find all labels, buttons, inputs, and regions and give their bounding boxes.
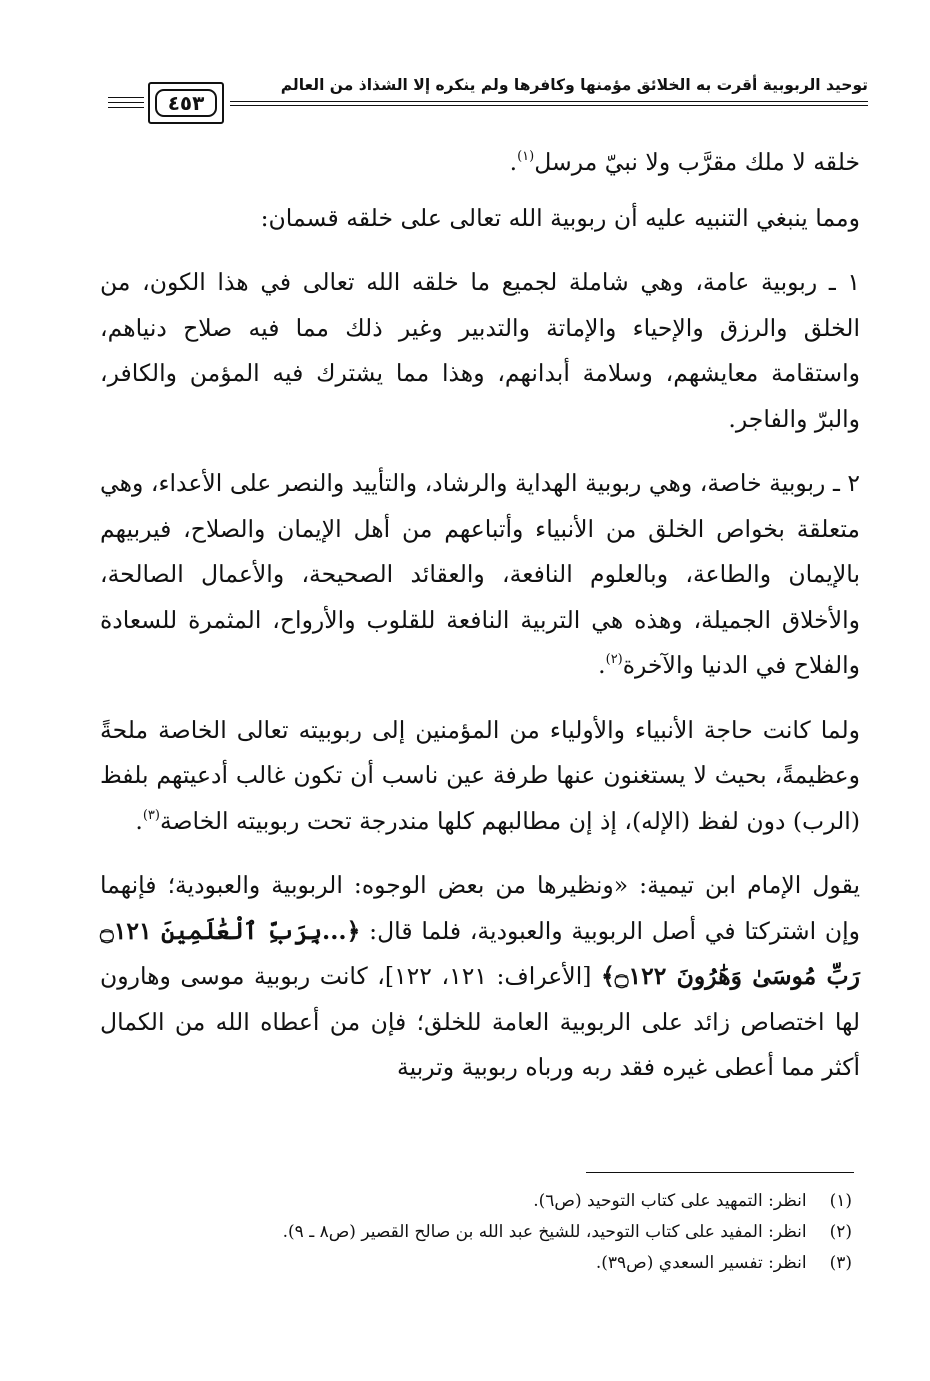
footnotes (100, 1186, 852, 1279)
header-rule (230, 105, 868, 106)
footnote-number: (٣) (829, 1253, 852, 1273)
footnote-text: انظر: المفيد على كتاب التوحيد، للشيخ عبد الله بن صالح القصير (ص٨ ـ ٩). (282, 1222, 807, 1242)
header-rule (108, 102, 144, 103)
paragraph-end: . (598, 651, 606, 679)
paragraph-text: ولما كانت حاجة الأنبياء والأولياء من المؤمنين إلى ربوبيته تعالى الخاصة ملحةً وعظيمةً، بحيث لا يستغنون عنها طرفة عين ناسب أن تكون غالب أدعيتهم بلفظ (الرب) دون لفظ (الإله)، إذ إن مطالبهم كلها مندرجة تحت ربوبيته الخاصة (100, 715, 860, 835)
quran-verse: ﴿...بِرَبِّ ٱلْعَٰلَمِينَ ۝١٢١ رَبِّ مُوسَىٰ وَهَٰرُونَ ۝١٢٢﴾ (100, 916, 860, 990)
paragraph (100, 708, 860, 845)
paragraph (100, 461, 860, 689)
header-rule (108, 107, 144, 108)
page-number-frame (148, 82, 224, 124)
paragraph-text: ٢ ـ ربوبية خاصة، وهي ربوبية الهداية والرشاد، والتأييد والنصر على الأعداء، وهي متعلقة بخواص الخلق من الأنبياء وأتباعهم من أهل الإيمان والصلاح، فيربيهم بالإيمان والطاعة، وبالعلوم النافعة، والعقائد الصحيحة، والأعمال الصالحة، والأخلاق الجميلة، وهذه هي التربية النافعة للقلوب والأرواح، المثمرة للسعادة والفلاح في الدنيا والآخرة (100, 469, 860, 679)
footnote-ref: (٢) (605, 652, 623, 667)
footnote (100, 1186, 852, 1217)
header-rule (108, 97, 144, 98)
paragraph-text: خلقه لا ملك مقرَّب ولا نبيّ مرسل (534, 148, 860, 176)
paragraph-text: [الأعراف: ١٢١، ١٢٢]، كانت ربوبية موسى وهارون لها اختصاص زائد على الربوبية العامة للخلق؛ فإن من أعطاه الله من الكمال أكثر مما أعطى غيره فقد ربه ورباه ربوبية وتربية (100, 962, 860, 1081)
paragraph-end: . (135, 806, 143, 835)
main-text (100, 140, 860, 1110)
page-number: ٤٥٣ (155, 89, 217, 117)
paragraph (100, 863, 860, 1091)
footnote-text: انظر: تفسير السعدي (ص٣٩). (595, 1253, 807, 1273)
footnote-ref: (٣) (142, 807, 160, 823)
paragraph-end: . (509, 148, 518, 176)
footnote-number: (٢) (829, 1222, 852, 1242)
paragraph (100, 196, 860, 242)
paragraph (100, 140, 860, 186)
footnote (100, 1248, 852, 1279)
footnote-ref: (١) (517, 149, 535, 164)
paragraph-text: يقول الإمام ابن تيمية: «ونظيرها من بعض الوجوه: الربوبية والعبودية؛ فإنهما وإن اشتركتا في أصل الربوبية والعبودية، فلما قال: (100, 871, 860, 945)
page-header (108, 70, 868, 130)
footnote-text: انظر: التمهيد على كتاب التوحيد (ص٦). (533, 1191, 807, 1211)
footnote (100, 1217, 852, 1248)
paragraph-text: ومما ينبغي التنبيه عليه أن ربوبية الله تعالى على خلقه قسمان: (260, 203, 860, 232)
header-rule (230, 101, 868, 102)
paragraph-text: ١ ـ ربوبية عامة، وهي شاملة لجميع ما خلقه الله تعالى في هذا الكون، من الخلق والرزق والإحياء والإماتة والتدبير وغير ذلك مما فيه صلاح دنياهم، واستقامة معايشهم، وسلامة أبدانهم، وهذا مما يشترك فيه المؤمن والكافر، والبرّ والفاجر. (100, 268, 860, 433)
paragraph (100, 260, 860, 442)
footnote-divider (586, 1172, 854, 1173)
running-title: توحيد الربوبية أقرت به الخلائق مؤمنها وكافرها ولم ينكره إلا الشذاذ من العالم (280, 76, 868, 94)
footnote-number: (١) (829, 1191, 852, 1211)
